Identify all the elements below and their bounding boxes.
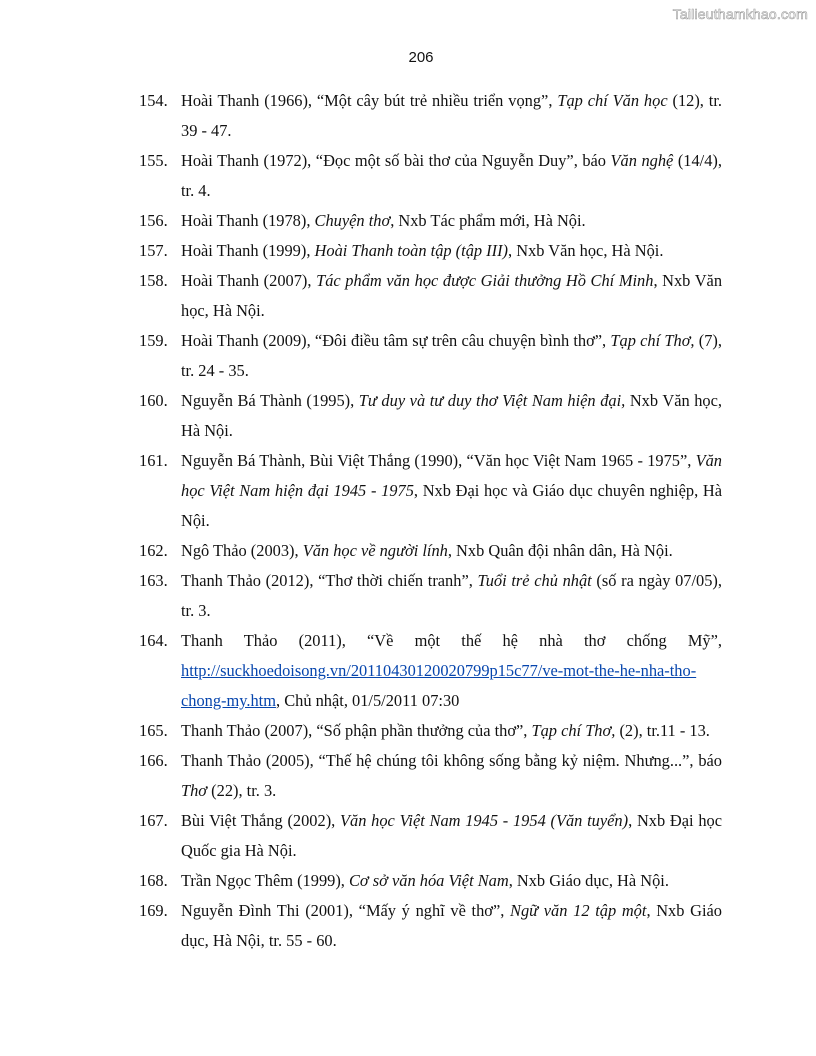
reference-item	[139, 626, 722, 716]
reference-segment: Hoài Thanh (1978),	[181, 211, 315, 230]
reference-segment: Nxb Văn học, Hà Nội.	[181, 391, 723, 440]
reference-segment: (7), tr. 24 - 35.	[181, 331, 722, 380]
reference-segment: (14/4), tr. 4.	[181, 151, 722, 200]
reference-segment: (22), tr. 3.	[207, 781, 277, 800]
reference-segment: , Nxb Giáo dục, Hà Nội, tr. 55 - 60.	[181, 901, 722, 950]
reference-item	[139, 206, 722, 236]
reference-segment: , Chủ nhật, 01/5/2011 07:30	[276, 691, 460, 710]
reference-text	[181, 206, 722, 236]
reference-title: Văn học Việt Nam hiện đại 1945 - 1975	[181, 451, 722, 500]
reference-text	[181, 896, 722, 956]
reference-number: 162.	[139, 541, 168, 560]
reference-title: Tuổi trẻ chủ nhật	[477, 571, 592, 590]
reference-segment: , Nxb Đại học và Giáo dục chuyên nghiệp, Hà Nội.	[181, 481, 722, 530]
reference-text	[181, 236, 722, 266]
reference-segment: , Nxb Văn học, Hà Nội.	[508, 241, 664, 260]
reference-title: Ngữ văn 12 tập một	[510, 901, 647, 920]
reference-text	[181, 716, 722, 746]
reference-number: 159.	[139, 331, 168, 350]
reference-number: 167.	[139, 811, 168, 830]
reference-number: 160.	[139, 391, 168, 410]
reference-title: Hoài Thanh toàn tập (tập III)	[314, 241, 509, 260]
reference-segment: (12), tr. 39 - 47.	[181, 91, 722, 140]
reference-number: 165.	[139, 721, 168, 740]
reference-item	[139, 866, 722, 896]
reference-title: Tạp chí Văn học	[557, 91, 668, 110]
reference-item	[139, 896, 722, 956]
reference-title: Tạp chí Thơ,	[531, 721, 616, 740]
reference-title: Cơ sở văn hóa Việt Nam	[349, 871, 509, 890]
reference-number: 157.	[139, 241, 168, 260]
reference-segment: Thanh Thảo (2011), “Về một thế hệ nhà thơ chống Mỹ”,	[181, 631, 722, 650]
reference-segment: , Nxb Văn học, Hà Nội.	[181, 271, 723, 320]
reference-link[interactable]: http://suckhoedoisong.vn/20110430120020799p15c77/ve-mot-the-he-nha-tho-chong-my.htm	[181, 661, 697, 710]
reference-number: 168.	[139, 871, 168, 890]
reference-text	[181, 86, 722, 146]
reference-text	[181, 566, 722, 626]
reference-number: 164.	[139, 631, 168, 650]
reference-segment: Ngô Thảo (2003),	[181, 541, 303, 560]
reference-number: 155.	[139, 151, 168, 170]
reference-text	[181, 746, 722, 806]
reference-title: Văn học về người lính	[302, 541, 448, 560]
reference-segment: , Nxb Quân đội nhân dân, Hà Nội.	[447, 541, 673, 560]
reference-segment: Hoài Thanh (2009), “Đôi điều tâm sự trên câu chuyện bình thơ”,	[181, 331, 611, 350]
reference-segment: Nguyễn Bá Thành, Bùi Việt Thắng (1990), “Văn học Việt Nam 1965 - 1975”,	[181, 451, 696, 470]
reference-segment: Nguyễn Bá Thành (1995),	[181, 391, 359, 410]
reference-item	[139, 536, 722, 566]
reference-item	[139, 146, 722, 206]
reference-item	[139, 566, 722, 626]
watermark: Tailieuthamkhao.com	[672, 6, 808, 22]
reference-segment: Thanh Thảo (2012), “Thơ thời chiến tranh”,	[181, 571, 478, 590]
reference-segment: Thanh Thảo (2007), “Số phận phần thưởng của thơ”,	[181, 721, 532, 740]
reference-title: Thơ	[181, 781, 208, 800]
reference-item	[139, 326, 722, 386]
reference-text	[181, 386, 722, 446]
reference-text	[181, 536, 722, 566]
reference-segment: , Nxb Đại học Quốc gia Hà Nội.	[181, 811, 723, 860]
reference-segment: Trần Ngọc Thêm (1999),	[181, 871, 349, 890]
reference-item	[139, 386, 722, 446]
reference-text	[181, 866, 722, 896]
reference-number: 154.	[139, 91, 168, 110]
reference-text	[181, 806, 722, 866]
reference-segment: Hoài Thanh (2007),	[181, 271, 317, 290]
reference-title: Tạp chí Thơ,	[610, 331, 695, 350]
reference-item	[139, 446, 722, 536]
reference-item	[139, 716, 722, 746]
reference-segment: , Nxb Tác phẩm mới, Hà Nội.	[390, 211, 586, 230]
reference-item	[139, 236, 722, 266]
reference-number: 169.	[139, 901, 168, 920]
reference-text	[181, 446, 722, 536]
reference-segment: Hoài Thanh (1966), “Một cây bút trẻ nhiều triển vọng”,	[181, 91, 558, 110]
reference-number: 161.	[139, 451, 168, 470]
reference-item	[139, 746, 722, 806]
reference-list	[139, 86, 722, 956]
reference-text	[181, 266, 722, 326]
reference-item	[139, 806, 722, 866]
reference-number: 158.	[139, 271, 168, 290]
reference-text	[181, 626, 722, 716]
reference-segment: Hoài Thanh (1999),	[181, 241, 315, 260]
reference-title: Văn nghệ	[610, 151, 674, 170]
reference-title: Chuyện thơ	[314, 211, 391, 230]
reference-number: 156.	[139, 211, 168, 230]
reference-item	[139, 86, 722, 146]
reference-segment: Bùi Việt Thắng (2002),	[181, 811, 341, 830]
reference-segment: Nguyễn Đình Thi (2001), “Mấy ý nghĩ về thơ”,	[181, 901, 511, 920]
reference-segment: Thanh Thảo (2005), “Thế hệ chúng tôi không sống bằng kỷ niệm. Nhưng...”, báo	[181, 751, 722, 770]
reference-segment: (2), tr.11 - 13.	[615, 721, 710, 740]
reference-title: Tư duy và tư duy thơ Việt Nam hiện đại,	[358, 391, 626, 410]
page-number: 206	[408, 49, 434, 66]
reference-text	[181, 146, 722, 206]
reference-number: 166.	[139, 751, 168, 770]
reference-title: Tác phẩm văn học được Giải thưởng Hồ Chí Minh	[316, 271, 654, 290]
reference-item	[139, 266, 722, 326]
reference-text	[181, 326, 722, 386]
reference-title: Văn học Việt Nam 1945 - 1954 (Văn tuyển)	[340, 811, 629, 830]
reference-segment: , Nxb Giáo dục, Hà Nội.	[508, 871, 669, 890]
reference-number: 163.	[139, 571, 168, 590]
reference-segment: (số ra ngày 07/05), tr. 3.	[181, 571, 722, 620]
reference-segment: Hoài Thanh (1972), “Đọc một số bài thơ của Nguyễn Duy”, báo	[181, 151, 611, 170]
